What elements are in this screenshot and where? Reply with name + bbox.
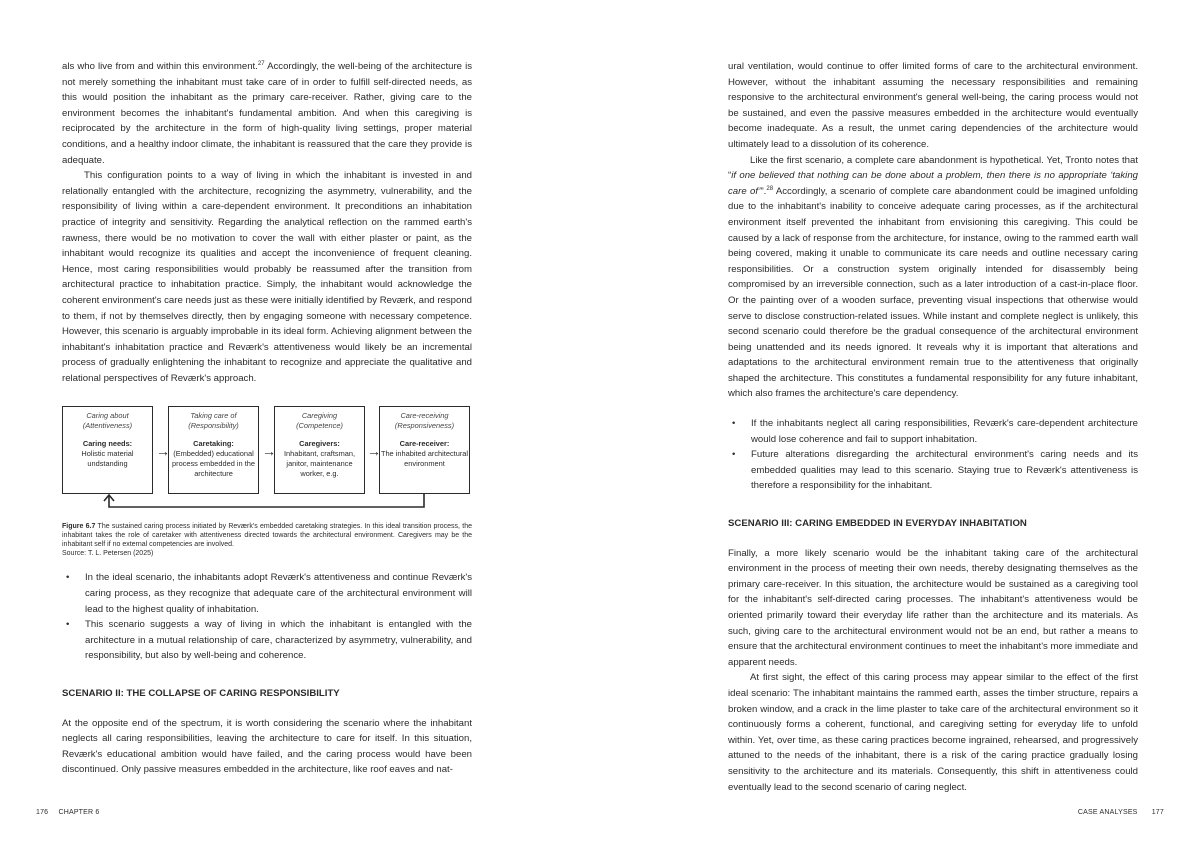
left-paragraph-2: This configuration points to a way of living in which the inhabitant is invested in and relationally entangled with the architecture, recognizing the asymmetry, vulnerability, and the responsibility of living within a care-dependent environment. It preconditions an inhabitation practice of integrity and sensitivity. Regarding the analytical reflection on the rammed earth's rawness, there would be no motivation to cover the wall with either plaster or paint, as the inhabitant would recognize its qualities and accept the inconvenience of frequent cleaning. Hence, most caring responsibilities would probably be reassumed after the transition from architectural practice to inhabitation practice. Simply, the inhabitant would acknowledge the coherent environment's care needs just as these were initially identified by Reværk, and respond to them, if not by themselves directly, then by engaging someone with necessary competence. However, this scenario is arguably improbable in its ideal form. Achieving alignment between the inhabitant's inhabitation practice and Reværk's attentiveness would likely be an incremental process of gradually enlightening the inhabitant to recognize and appreciate the qualitative and relational perspectives of Reværk's approach. — [62, 170, 472, 384]
section-label: CASE ANALYSES — [1077, 809, 1138, 816]
box-desc: Holistic material undstanding — [81, 449, 134, 469]
footnote-ref-27[interactable]: 27 — [257, 61, 265, 67]
box-desc: (Embedded) educational process embedded in the architecture — [172, 449, 255, 479]
care-process-diagram — [62, 406, 472, 514]
bullet-icon: • — [732, 418, 736, 430]
right-paragraph-3: Finally, a more likely scenario would be the inhabitant taking care of the architectural environment in the process of meeting their own needs, thereby designating themselves as the primary care-receiver. In this situation, the architecture would be sustained as a caregiving tool for the inhabitant's self-directed caring processes. The inhabitant's attentiveness would be oriented primarily toward their everyday life rather than the architecture and its materials. As such, giving care to the architectural environment would not be an end, but rather a means to ensure that the architectural environment continues to meet the inhabitant's more immediate and apparent needs. — [728, 547, 1138, 668]
box-quality: (Competence) — [296, 421, 343, 431]
box-quality: (Attentiveness) — [82, 421, 133, 431]
list-item: • If the inhabitants neglect all caring responsibilities, Reværk's care-dependent architecture would lose coherence and fail to support inhabitation. — [732, 418, 1138, 445]
figure-source: Source: T. L. Petersen (2025) — [62, 550, 154, 558]
bullet-icon: • — [732, 449, 736, 461]
diagram-box-care-receiving — [379, 406, 470, 494]
bullet-icon: • — [66, 572, 70, 584]
arrow-right-icon: → — [156, 443, 170, 460]
left-paragraph-1: als who live from and within this environment.$^{27}$ Accordingly, the well-being of the architecture is not merely something the inhabitant must take care of in order to fulfill self-directed needs, as this would position the inhabitant as the primary care-receiver. Rather, giving care to the environment becomes the inhabitant's fundamental ambition. And when this caregiving is reciprocated by the architecture in the form of high-quality living settings, proper material conditions, and a healthy indoor climate, the inhabitant is reassured that the care they provide is adequate. — [62, 61, 472, 166]
left-footer — [36, 809, 100, 816]
page-number: 176 — [36, 809, 49, 816]
list-item: • This scenario suggests a way of living in which the inhabitant is entangled with the architecture in a mutual relationship of care, characterized by asymmetry, vulnerability, and responsibility, but also by well-being and coherence. — [66, 619, 472, 662]
right-footer — [1078, 809, 1164, 816]
list-item: • Future alterations disregarding the architectural environment's caring needs and its embedded qualities may lead to this scenario. Staying true to Reværk's attentiveness is therefore a responsibility for the inhabitant. — [732, 449, 1138, 492]
scenario-1-bullets — [62, 570, 472, 664]
box-phase: Taking care of — [190, 411, 237, 421]
arrow-right-icon: → — [262, 443, 276, 460]
box-phase: Care-receiving — [400, 411, 449, 421]
arrow-right-icon: → — [367, 443, 381, 460]
box-phase: Caring about — [86, 411, 129, 421]
box-phase: Caregiving — [301, 411, 338, 421]
left-column — [62, 59, 472, 778]
feedback-loop-arrow-icon — [62, 492, 472, 514]
left-paragraph-3: At the opposite end of the spectrum, it is worth considering the scenario where the inhabitant neglects all caring responsibilities, leaving the architecture to care for itself. In this situation, Reværk's educational ambition would have failed, and the caring process would have been discontinued. Only passive measures embedded in the architecture, like roof eaves and nat- — [62, 717, 472, 776]
page-number: 177 — [1151, 809, 1164, 816]
box-role: Caretaking: — [193, 439, 234, 449]
box-quality: (Responsibility) — [188, 421, 239, 431]
footnote-ref-28[interactable]: 28 — [766, 185, 774, 192]
figure-label: Figure 6.7 — [62, 523, 96, 531]
bullet-icon: • — [66, 619, 70, 631]
box-desc: Inhabitant, craftsman, janitor, maintenance worker, e.g. — [283, 449, 356, 479]
chapter-label: CHAPTER 6 — [58, 809, 100, 816]
box-role: Caring needs: — [82, 439, 133, 449]
diagram-box-caring-about — [62, 406, 153, 494]
right-paragraph-4: At first sight, the effect of this caring process may appear similar to the effect of the first ideal scenario: The inhabitant maintains the rammed earth, asses the timber structure, repairs a broken window, and a crack in the lime plaster to take care of the architectural environment so it continuously forms a coherent, functional, and caregiving setting for everyday life to unfold within. Yet, over time, as these caring practices become ingrained, rehearsed, and progressively attuned to the needs of the inhabitant, there is a risk of the caring practice gradually losing sensitivity to the architecture and its materials. Consequently, this shift in attentiveness could eventually lead to the second scenario of caring neglect. — [728, 672, 1138, 793]
diagram-box-caregiving — [274, 406, 365, 494]
scenario-2-bullets — [728, 416, 1138, 494]
box-role: Caregivers: — [299, 439, 340, 449]
right-column — [728, 59, 1138, 795]
right-paragraph-2: Like the first scenario, a complete care abandonment is hypothetical. Yet, Tronto notes that “if one believed that nothing can be done about a problem, then there is no appropriate ‘taking care of’”.$^{28}$ Accordingly, a scenario of complete care abandonment could be imagined unfolding due to the inhabitant's inability to conceive adequate caring processes, as if the architectural environment itself prevented the inhabitant from envisioning this caregiving. This could be caused by a lack of response from the architecture, for instance, owing to the rammed earth wall being covered, making it unable to communicate its care needs and outline necessary caring responsibilities. Or a construction system originally intended for disassembly being compromised by an irreversible connection, such as a later introduction of a cast-in-place floor. Or the painting over of a wooden surface, preventing visual inspections that otherwise would serve to disclose construction-related issues. While instant and complete neglect is unlikely, this second scenario could therefore be the gradual consequence of the architectural environment being unattended and its needs ignored. It reveals why it is important that alterations and adaptations to the architectural environment remain true to the attentiveness that originally shaped the architecture. This constitutes a fundamental responsibility for any future inhabitant, which also frames the architecture's care dependency. — [728, 154, 1138, 400]
diagram-box-taking-care-of — [168, 406, 259, 494]
right-paragraph-1: ural ventilation, would continue to offer limited forms of care to the architectural environment. However, without the inhabitant assuming the necessary responsibilities and remaining responsive to the architectural environment's general well-being, the caring process would not be sustained, and even the passive measures embedded in the architecture would eventually become inadequate. As a result, the unmet caring dependencies of the architecture would ultimately lead to a dissolution of its coherence. — [728, 61, 1138, 150]
box-desc: The inhabited architectural environment — [380, 449, 469, 469]
section-heading-scenario-2: SCENARIO II: THE COLLAPSE OF CARING RESPONSIBILITY — [62, 688, 340, 700]
box-quality: (Responsiveness) — [394, 421, 455, 431]
section-heading-scenario-3: SCENARIO III: CARING EMBEDDED IN EVERYDAY INHABITATION — [728, 518, 1027, 530]
figure-caption: Figure 6.7 The sustained caring process initiated by Reværk's embedded caretaking strategies. In this ideal transition process, the inhabitant takes the role of caretaker with attentiveness directed towards the architectural environment. Caregivers may be the inhabitant self if no external competencies are involved. Source: T. L. Petersen (2025) — [62, 523, 472, 558]
tronto-quote: if one believed that nothing can be done about a problem, then there is no appropriate ‘taking care of’ — [728, 170, 1138, 197]
box-role: Care-receiver: — [399, 439, 450, 449]
list-item: • In the ideal scenario, the inhabitants adopt Reværk's attentiveness and continue Reværk's caring process, as they recognize that adequate care of the architectural environment will lead to the highest quality of inhabitation. — [66, 572, 472, 615]
